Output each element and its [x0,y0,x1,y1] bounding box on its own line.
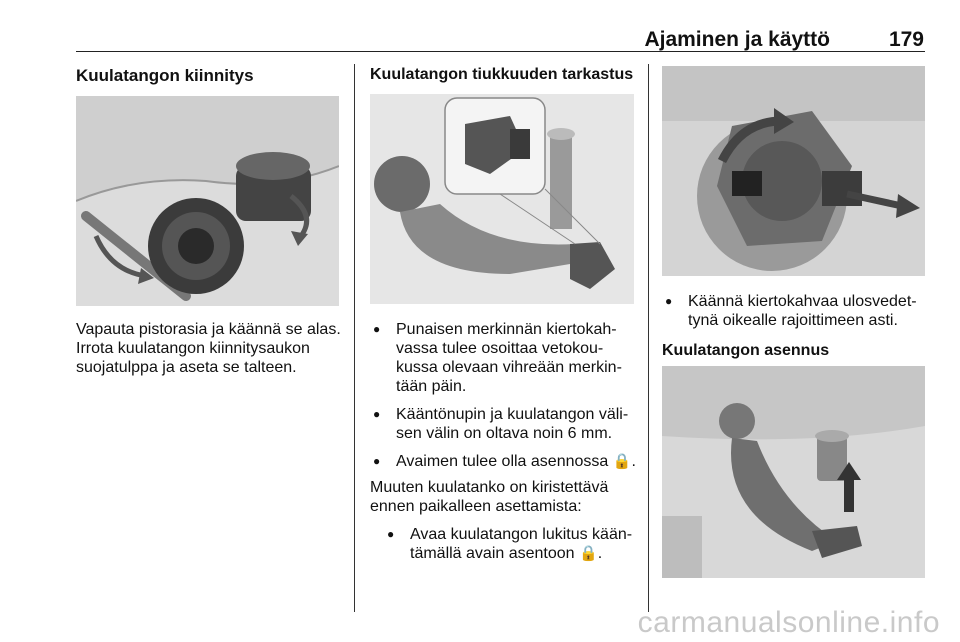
bullet-line: tään päin. [396,378,467,395]
col1-paragraph-line: Irrota kuulatangon kiinnitysaukon [76,340,310,357]
watermark: carmanualsonline.info [637,606,940,639]
bullet-item [384,525,640,563]
bullet-item [370,405,640,443]
bullet-line: vassa tulee osoittaa vetokou- [396,340,604,357]
section-heading-attachment: Kuulatangon kiinnitys [76,66,254,85]
col2-paragraph-line: Muuten kuulatanko on kiristettävä [370,479,609,496]
lock-icon: 🔒 [612,453,632,470]
figure-rotary-knob [662,66,925,276]
column-divider-1 [354,64,355,612]
rotary-knob-illustration-icon [662,66,925,276]
bullet-line: ● Avaa kuulatangon lukitus kään- [410,526,633,543]
figure-socket [76,96,339,306]
col2-text [370,320,640,572]
col3-text [662,292,927,339]
header-rule [76,51,925,52]
bullet-line: ● Kääntönupin ja kuulatangon väli- [396,406,629,423]
bullet-item [662,292,927,330]
column-divider-2 [648,64,649,612]
tow-bar-insertion-illustration-icon [662,366,925,578]
bullet-item: ● Avaimen tulee olla asennossa 🔒. [370,452,640,471]
bullet-line: Avaimen tulee olla asennossa [396,453,609,470]
bullet-line: sen välin on oltava noin 6 mm. [396,425,613,442]
bullet-line: tämällä avain asentoon 🔒. [410,545,603,562]
socket-illustration-icon [76,96,339,306]
running-head-title: Ajaminen ja käyttö [644,28,830,51]
figure-tow-bar [370,94,634,304]
figure-tow-bar-insertion [662,366,925,578]
page-number: 179 [888,28,924,51]
section-heading-installation: Kuulatangon asennus [662,342,830,359]
col2-paragraph-line: ennen paikalleen asettamista: [370,498,582,515]
unlock-icon: 🔒 [579,545,598,562]
bullet-item [370,320,640,396]
bullet-line: kussa olevaan vihreään merkin- [396,359,622,376]
bullet-line: tynä oikealle rajoittimeen asti. [688,312,898,329]
bullet-line: ● Käännä kiertokahvaa ulosvedet- [688,293,917,310]
col2-paragraph [370,478,640,516]
section-heading-tightness-check: Kuulatangon tiukkuuden tarkastus [370,66,634,83]
col1-paragraph [76,320,351,377]
col1-paragraph-line: Vapauta pistorasia ja käännä se alas. [76,321,341,338]
bullet-line: ● Punaisen merkinnän kiertokah- [396,321,617,338]
col1-paragraph-line: suojatulppa ja aseta se talteen. [76,359,297,376]
tow-bar-ball-illustration-icon [370,94,634,304]
